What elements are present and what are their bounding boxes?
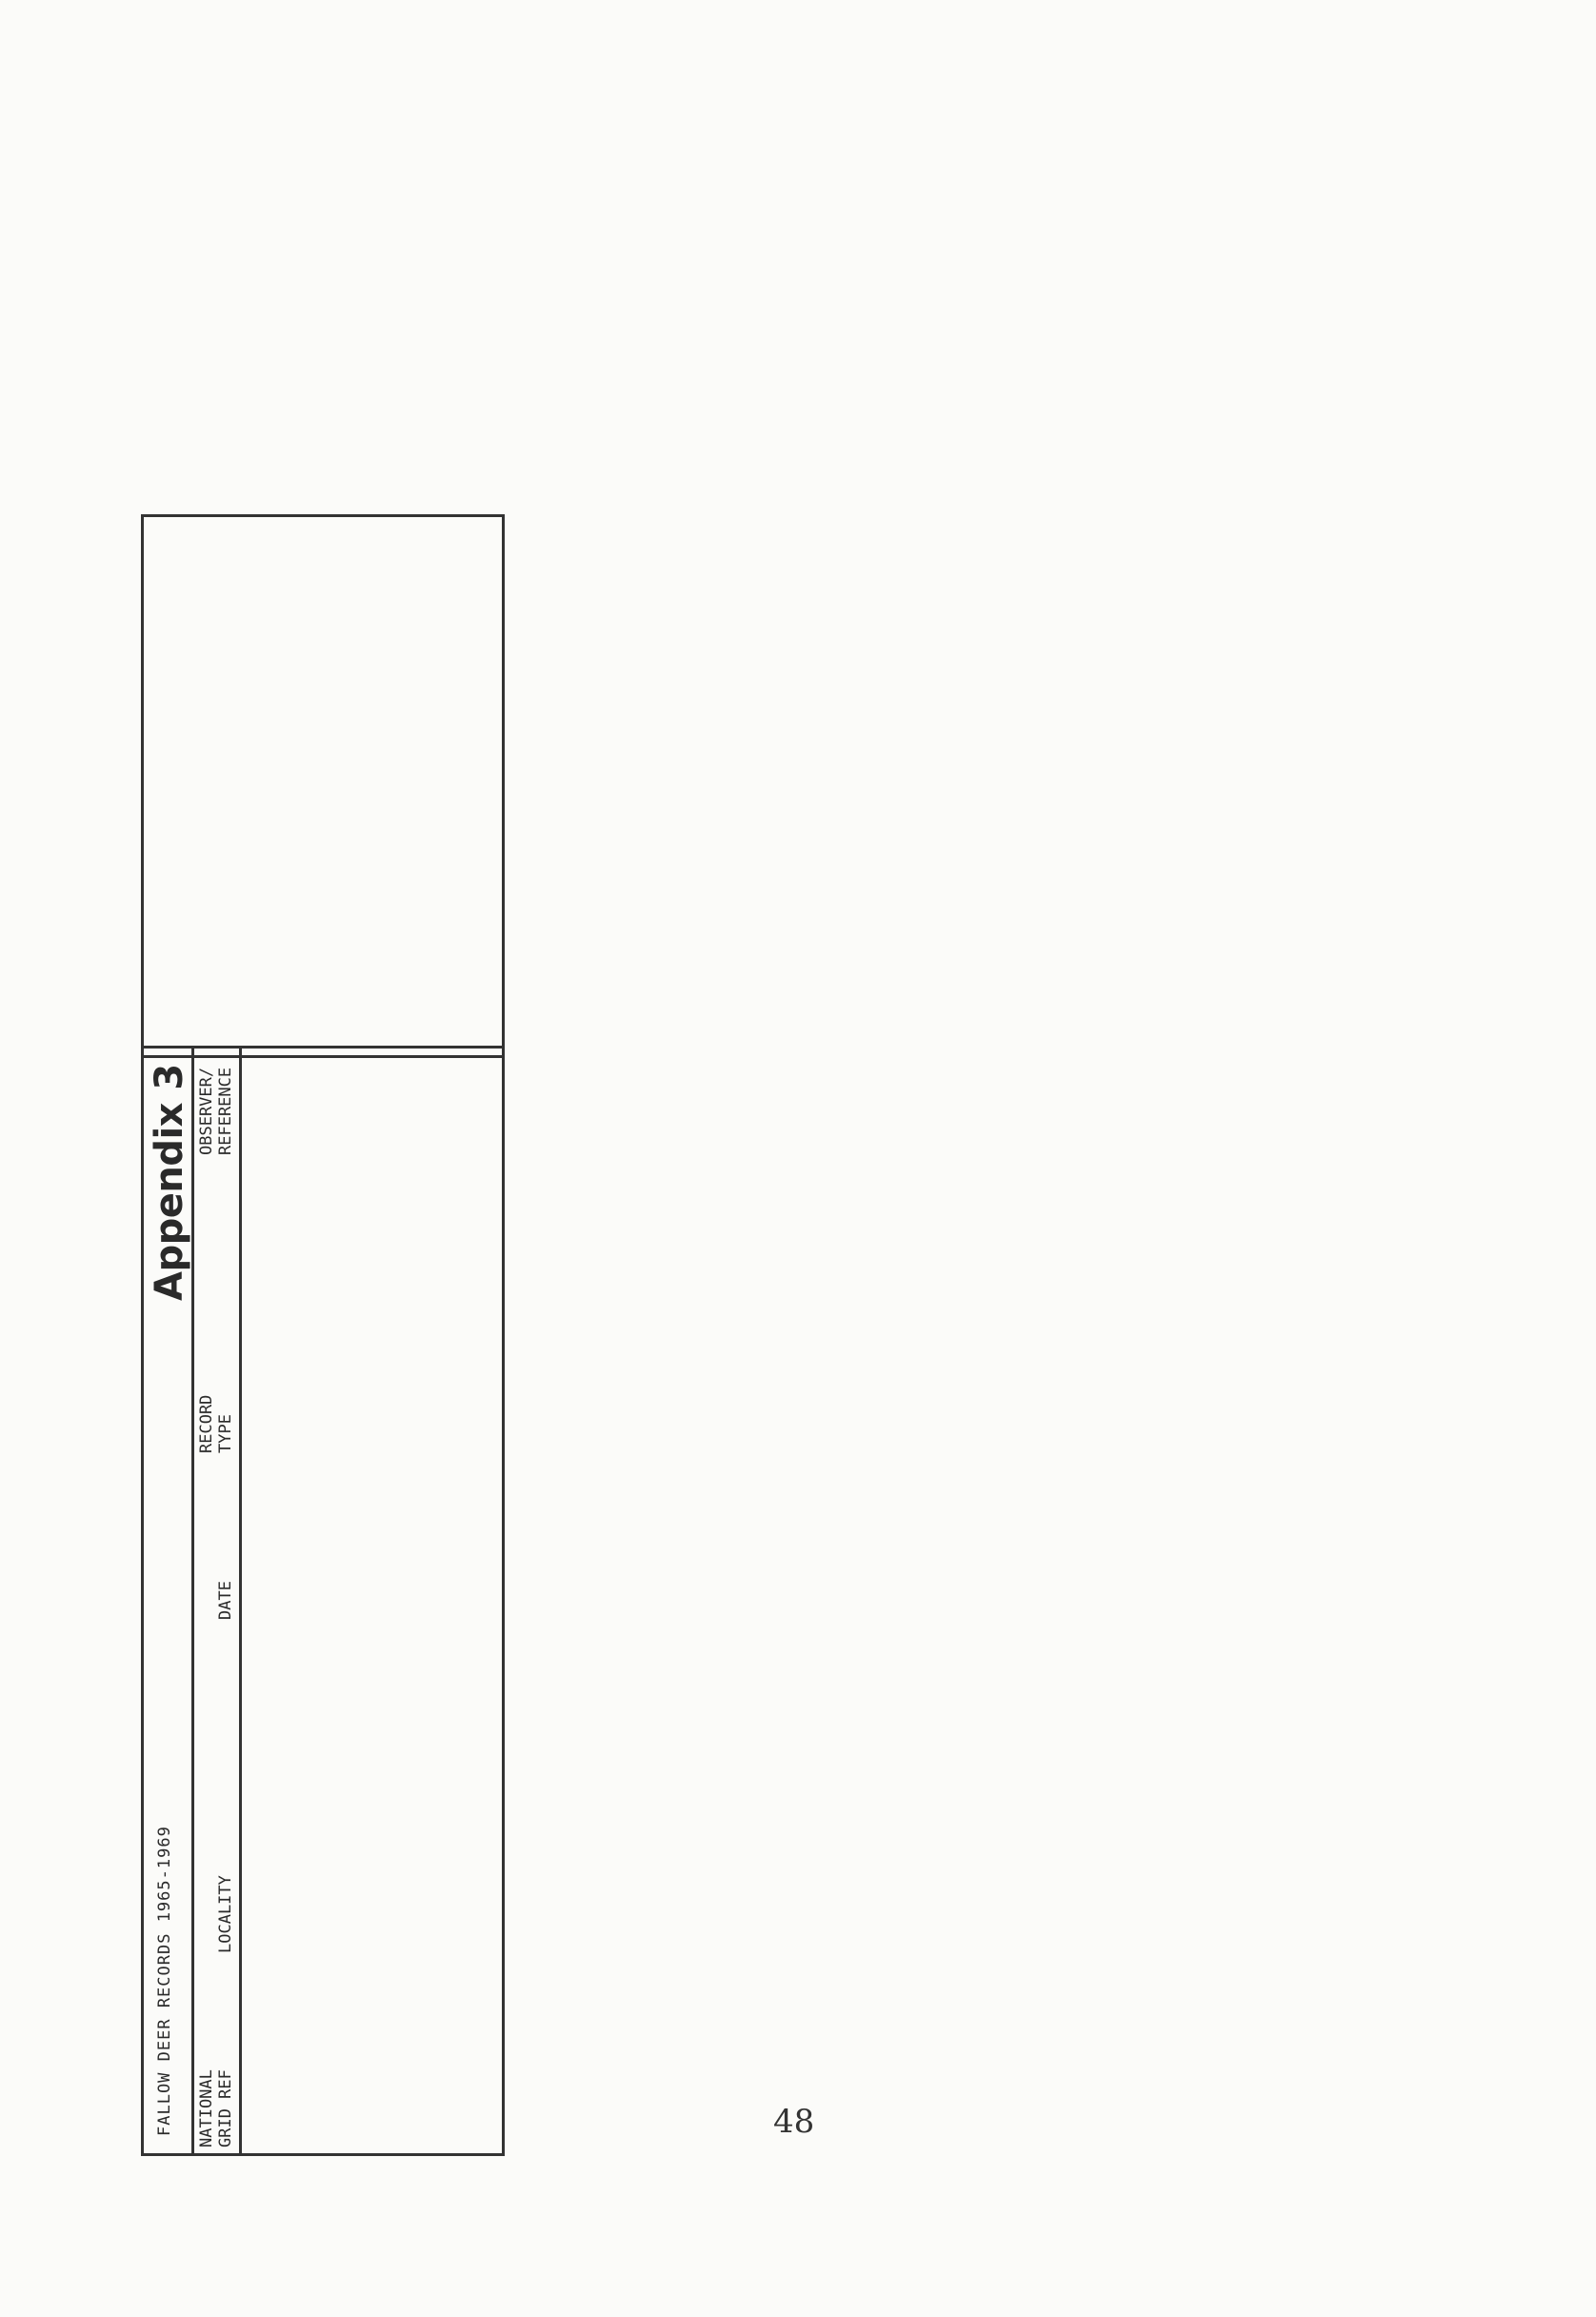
column-header-locality: LOCALITY <box>216 1875 235 1953</box>
appendix-heading: Appendix 3 <box>148 1064 191 1301</box>
table-title: FALLOW DEER RECORDS 1965-1969 <box>155 1826 174 2136</box>
column-header-date: DATE <box>216 1581 235 1620</box>
divider <box>239 1049 242 2153</box>
column-header-record-type: RECORD TYPE <box>197 1394 235 1453</box>
appendix-3-table-right <box>141 514 505 1058</box>
page-number: 48 <box>773 2103 815 2141</box>
divider <box>191 1049 194 2153</box>
column-header-grid-ref: NATIONAL GRID REF <box>197 2069 235 2147</box>
column-header-observer: OBSERVER/ REFERENCE <box>197 1067 235 1155</box>
appendix-3-table-left <box>141 1046 505 2156</box>
